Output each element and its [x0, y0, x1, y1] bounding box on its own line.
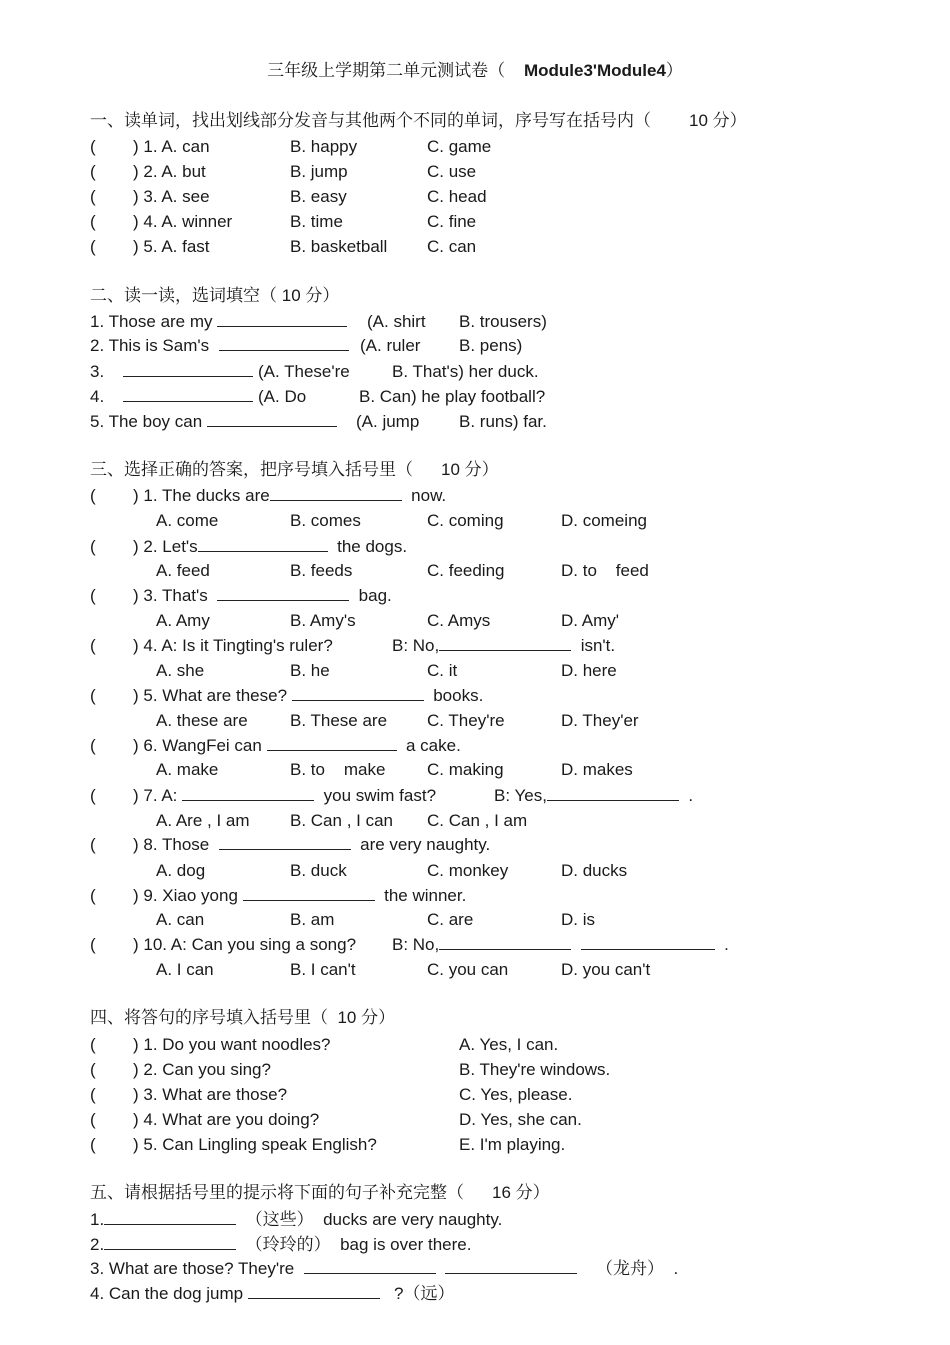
section-5-heading: 五、请根据括号里的提示将下面的句子补充完整（ 16 分） [90, 1183, 550, 1202]
question-stem: ) 8. Those are very naughty. [133, 835, 491, 854]
fill-sentence: 1. （这些） ducks are very naughty. [90, 1210, 503, 1229]
answer-blank[interactable] [270, 486, 402, 501]
answer-option: B. They're windows. [459, 1060, 611, 1079]
option-c: C. are [427, 910, 474, 929]
answer-blank[interactable] [248, 1284, 380, 1299]
option-a: A. she [156, 661, 205, 680]
answer-paren: ( [90, 736, 96, 755]
answer-paren: ( [90, 137, 96, 156]
option-a: A. Are , I am [156, 811, 250, 830]
fill-sentence: 2. This is Sam's [90, 336, 349, 356]
option-b: B. Can) he play football? [359, 387, 546, 406]
question-stem: ) 2. A. but [133, 162, 206, 181]
option-a: (A. ruler [360, 336, 421, 355]
question-stem: ) 1. Do you want noodles? [133, 1035, 331, 1054]
option-c: C. fine [427, 212, 477, 231]
fill-sentence: 4. [90, 387, 253, 407]
answer-blank[interactable] [123, 362, 253, 377]
question-stem: ) 5. A. fast [133, 237, 210, 256]
option-a: A. I can [156, 960, 214, 979]
option-b: B. comes [290, 511, 361, 530]
fill-sentence: 3. What are those? They're （龙舟） . [90, 1259, 679, 1278]
answer-blank[interactable] [292, 686, 424, 701]
option-a: (A. shirt [367, 312, 426, 331]
answer-paren: ( [90, 537, 96, 556]
option-b: B. Can , I can [290, 811, 393, 830]
option-a: (A. These're [258, 362, 350, 381]
fill-sentence: 3. [90, 362, 253, 382]
section-4-heading: 四、将答句的序号填入括号里（ 10 分） [90, 1008, 396, 1027]
option-a: A. these are [156, 711, 248, 730]
option-b: B. feeds [290, 561, 353, 580]
option-a: A. dog [156, 861, 206, 880]
answer-option: E. I'm playing. [459, 1135, 566, 1154]
option-b: B. pens) [459, 336, 523, 355]
question-stem: ) 2. Can you sing? [133, 1060, 271, 1079]
option-b: B. trousers) [459, 312, 547, 331]
answer-paren: ( [90, 1135, 96, 1154]
question-stem: ) 2. Let's the dogs. [133, 537, 408, 556]
option-b: B. easy [290, 187, 347, 206]
question-stem: ) 3. What are those? [133, 1085, 288, 1104]
fill-sentence: 1. Those are my [90, 312, 347, 332]
option-c: C. They're [427, 711, 505, 730]
question-stem: ) 4. A: Is it Tingting's ruler? [133, 636, 333, 655]
answer-blank[interactable] [439, 935, 571, 950]
question-stem: ) 1. The ducks are now. [133, 486, 447, 505]
option-d: D. Amy' [561, 611, 620, 630]
option-a: A. Amy [156, 611, 210, 630]
answer-paren: ( [90, 486, 96, 505]
option-d: D. ducks [561, 861, 628, 880]
option-b: B. to make [290, 760, 386, 779]
answer-blank[interactable] [547, 786, 679, 801]
question-stem: ) 3. That's bag. [133, 586, 392, 605]
answer-blank[interactable] [439, 636, 571, 651]
option-c: C. it [427, 661, 458, 680]
question-stem: ) 3. A. see [133, 187, 210, 206]
option-b: B. These are [290, 711, 388, 730]
question-stem: ) 5. Can Lingling speak English? [133, 1135, 377, 1154]
option-b: B. jump [290, 162, 348, 181]
section-2-heading: 二、读一读，选词填空（ 10 分） [90, 286, 340, 305]
question-reply: B: No, isn't. [392, 636, 616, 655]
option-a: (A. jump [356, 412, 420, 431]
option-b: B. duck [290, 861, 347, 880]
answer-blank[interactable] [304, 1259, 436, 1274]
option-c: C. game [427, 137, 492, 156]
answer-paren: ( [90, 886, 96, 905]
question-stem: ) 1. A. can [133, 137, 210, 156]
answer-blank[interactable] [243, 886, 375, 901]
answer-paren: ( [90, 1085, 96, 1104]
answer-blank[interactable] [104, 1235, 236, 1250]
answer-paren: ( [90, 935, 96, 954]
option-d: D. to feed [561, 561, 649, 580]
answer-blank[interactable] [217, 312, 347, 327]
answer-option: A. Yes, I can. [459, 1035, 559, 1054]
answer-blank[interactable] [182, 786, 314, 801]
option-c: C. Can , I am [427, 811, 528, 830]
option-b: B. he [290, 661, 330, 680]
option-c: C. coming [427, 511, 504, 530]
answer-paren: ( [90, 212, 96, 231]
fill-sentence: 4. Can the dog jump ?（远） [90, 1284, 455, 1303]
option-a: (A. Do [258, 387, 307, 406]
answer-blank[interactable] [123, 387, 253, 402]
option-d: D. is [561, 910, 595, 929]
option-b: B. basketball [290, 237, 388, 256]
option-c: C. can [427, 237, 477, 256]
page-title: 三年级上学期第二单元测试卷（ Module3'Module4） [267, 61, 683, 80]
answer-option: D. Yes, she can. [459, 1110, 582, 1129]
answer-paren: ( [90, 686, 96, 705]
question-reply: B: Yes, . [494, 786, 694, 805]
answer-blank[interactable] [267, 736, 397, 751]
answer-blank[interactable] [207, 412, 337, 427]
answer-blank[interactable] [445, 1259, 577, 1274]
option-b: B. am [290, 910, 335, 929]
fill-sentence: 2. （玲玲的） bag is over there. [90, 1235, 472, 1254]
question-stem: ) 5. What are these? books. [133, 686, 484, 705]
option-a: A. come [156, 511, 219, 530]
option-c: C. making [427, 760, 504, 779]
question-stem: ) 6. WangFei can a cake. [133, 736, 461, 755]
option-d: D. here [561, 661, 617, 680]
fill-sentence: 5. The boy can [90, 412, 337, 432]
option-b: B. I can't [290, 960, 356, 979]
answer-blank[interactable] [581, 935, 715, 950]
option-d: D. comeing [561, 511, 647, 530]
option-a: A. feed [156, 561, 210, 580]
option-b: B. time [290, 212, 343, 231]
option-d: D. makes [561, 760, 633, 779]
option-b: B. That's) her duck. [392, 362, 539, 381]
answer-paren: ( [90, 1035, 96, 1054]
section-3-heading: 三、选择正确的答案，把序号填入括号里（ 10 分） [90, 460, 499, 479]
section-1-heading: 一、读单词，找出划线部分发音与其他两个不同的单词，序号写在括号内（ 10 分） [90, 111, 747, 130]
question-stem: ) 10. A: Can you sing a song? [133, 935, 357, 954]
answer-paren: ( [90, 162, 96, 181]
answer-blank[interactable] [219, 835, 351, 850]
question-stem: ) 9. Xiao yong the winner. [133, 886, 467, 905]
answer-blank[interactable] [217, 586, 349, 601]
option-c: C. head [427, 187, 487, 206]
option-c: C. monkey [427, 861, 509, 880]
answer-blank[interactable] [219, 336, 349, 351]
option-d: D. They'er [561, 711, 639, 730]
question-stem: ) 4. What are you doing? [133, 1110, 320, 1129]
option-b: B. happy [290, 137, 358, 156]
option-d: D. you can't [561, 960, 651, 979]
answer-paren: ( [90, 786, 96, 805]
answer-blank[interactable] [198, 537, 328, 552]
option-c: C. use [427, 162, 477, 181]
answer-paren: ( [90, 1110, 96, 1129]
question-reply: B: No, . [392, 935, 729, 954]
option-b: B. Amy's [290, 611, 356, 630]
answer-paren: ( [90, 187, 96, 206]
option-a: A. can [156, 910, 205, 929]
question-stem: ) 4. A. winner [133, 212, 233, 231]
answer-paren: ( [90, 835, 96, 854]
answer-paren: ( [90, 237, 96, 256]
option-b: B. runs) far. [459, 412, 547, 431]
answer-option: C. Yes, please. [459, 1085, 573, 1104]
option-c: C. you can [427, 960, 509, 979]
question-stem: ) 7. A: you swim fast? [133, 786, 437, 805]
option-c: C. Amys [427, 611, 491, 630]
option-a: A. make [156, 760, 219, 779]
answer-paren: ( [90, 586, 96, 605]
answer-blank[interactable] [104, 1210, 236, 1225]
answer-paren: ( [90, 636, 96, 655]
option-c: C. feeding [427, 561, 505, 580]
answer-paren: ( [90, 1060, 96, 1079]
